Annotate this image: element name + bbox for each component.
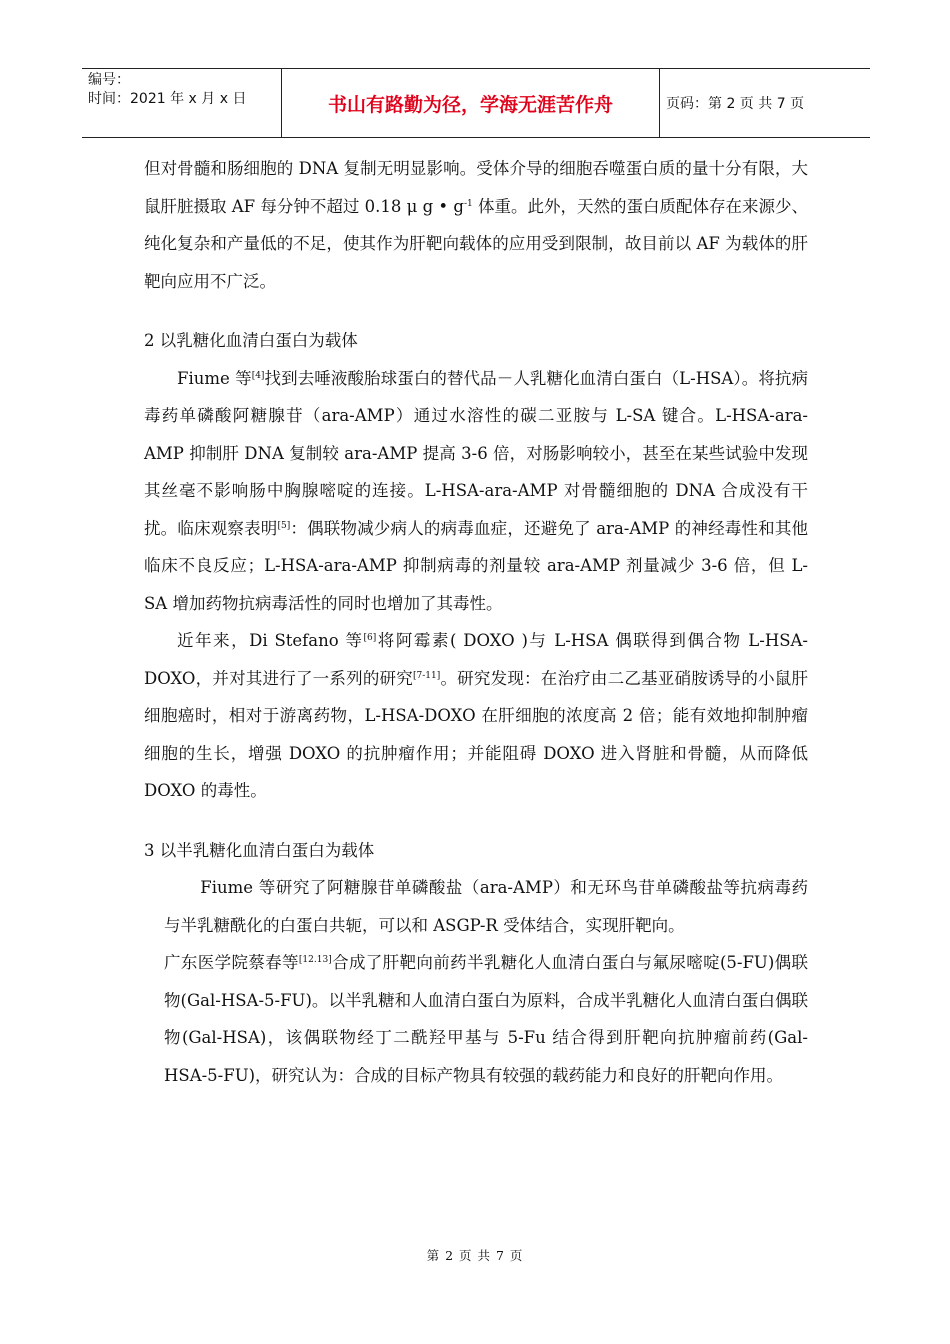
document-code-label: 编号： <box>88 72 130 88</box>
section-2-paragraph-2: 近年来，Di Stefano 等[6]将阿霉素( DOXO )与 L-HSA 偶联得到偶合物 L-HSA-DOXO，并对其进行了一系列的研究[7-11]。研究发现：在治疗由二乙基亚硝胺诱导的小鼠肝细胞癌时，相对于游离药物，L-HSA-DOXO 在肝细胞的浓度高 2 倍；能有效地抑制肿瘤细胞的生长，增强 DOXO 的抗肿瘤作用；并能阻碍 DOXO 进入肾脏和骨髓，从而降低 DOXO 的毒性。 <box>144 631 809 800</box>
header-meta <box>82 69 282 137</box>
section-3-paragraph-1: Fiume 等研究了阿糖腺苷单磷酸盐（ara-AMP）和无环鸟苷单磷酸盐等抗病毒药与半乳糖酰化的白蛋白共轭，可以和 ASGP-R 受体结合，实现肝靶向。 <box>164 878 808 935</box>
section-2-paragraph-1: Fiume 等[4]找到去唾液酸胎球蛋白的替代品－人乳糖化血清白蛋白（L-HSA）。将抗病毒药单磷酸阿糖腺苷（ara-AMP）通过水溶性的碳二亚胺与 L-SA 键合。L-HSA-ara-AMP 抑制肝 DNA 复制较 ara-AMP 提高 3-6 倍，对肠影响较小，甚至在某些试验中发现其丝毫不影响肠中胸腺嘧啶的连接。L-HSA-ara-AMP 对骨髓细胞的 DNA 合成没有干扰。临床观察表明[5]：偶联物减少病人的病毒血症，还避免了 ara-AMP 的神经毒性和其他临床不良反应；L-HSA-ara-AMP 抑制病毒的剂量较 ara-AMP 剂量减少 3-6 倍，但 L-SA 增加药物抗病毒活性的同时也增加了其毒性。 <box>144 368 809 613</box>
section-2-heading: 2 以乳糖化血清白蛋白为载体 <box>144 331 358 350</box>
header-page-number: 页码：第 2 页 共 7 页 <box>666 96 805 112</box>
section-3-heading: 3 以半乳糖化血清白蛋白为载体 <box>144 840 375 860</box>
header-motto: 书山有路勤为径，学海无涯苦作舟 <box>282 69 660 137</box>
document-body <box>144 150 808 1094</box>
page-footer: 第 2 页 共 7 页 <box>426 1248 524 1263</box>
intro-paragraph: 但对骨髓和肠细胞的 DNA 复制无明显影响。受体介导的细胞吞噬蛋白质的量十分有限，大鼠肝脏摄取 AF 每分钟不超过 0.18 μ g • $g^{-1}$ 体重。此外，天然的蛋白质配体存在来源少、纯化复杂和产量低的不足，使其作为肝靶向载体的应用受到限制，故目前以 AF 为载体的肝靶向应用不广泛。 <box>144 159 808 291</box>
document-date: 时间：2021 年 x 月 x 日 <box>88 91 247 107</box>
section-3-paragraph-2: 广东医学院蔡春等[12.13]合成了肝靶向前药半乳糖化人血清白蛋白与氟尿嘧啶(5-FU)偶联物(Gal-HSA-5-FU)。以半乳糖和人血清白蛋白为原料，合成半乳糖化人血清白蛋白偶联物(Gal-HSA)，该偶联物经丁二酰羟甲基与 5-Fu 结合得到肝靶向抗肿瘤前药(Gal-HSA-5-FU)，研究认为：合成的目标产物具有较强的载药能力和良好的肝靶向作用。 <box>164 953 808 1085</box>
section-3-body <box>144 869 808 1094</box>
page-header <box>82 68 870 138</box>
